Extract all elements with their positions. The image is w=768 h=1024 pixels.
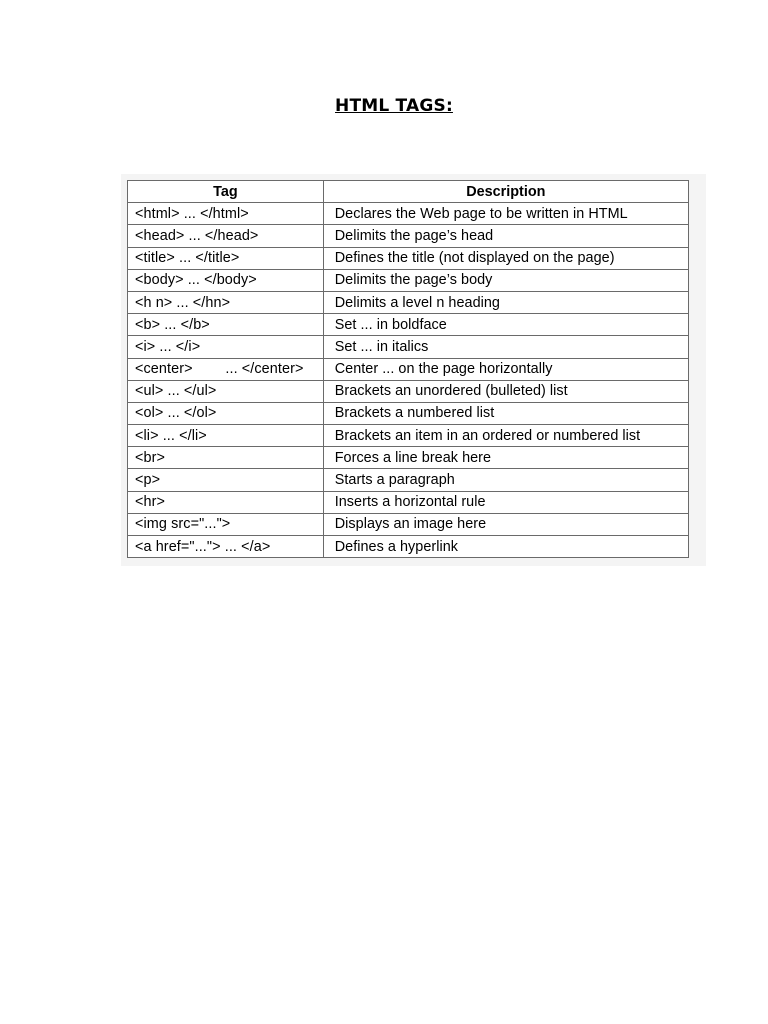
tag-cell: <head> ... </head>	[128, 225, 324, 247]
description-cell: Inserts a horizontal rule	[323, 491, 688, 513]
description-cell: Delimits a level n heading	[323, 291, 688, 313]
description-cell: Brackets an item in an ordered or numbered list	[323, 425, 688, 447]
description-cell: Brackets a numbered list	[323, 402, 688, 424]
table-row	[128, 203, 689, 225]
table-row	[128, 225, 689, 247]
table-row	[128, 336, 689, 358]
tag-cell: <a href="..."> ... </a>	[128, 536, 324, 558]
table-row	[128, 491, 689, 513]
description-cell: Defines a hyperlink	[323, 536, 688, 558]
tag-cell: <i> ... </i>	[128, 336, 324, 358]
table-row	[128, 247, 689, 269]
tag-cell: <p>	[128, 469, 324, 491]
description-cell: Delimits the page’s body	[323, 269, 688, 291]
description-cell: Brackets an unordered (bulleted) list	[323, 380, 688, 402]
table-header-row	[128, 181, 689, 203]
column-header-tag: Tag	[128, 181, 324, 203]
table-row	[128, 536, 689, 558]
table-row	[128, 402, 689, 424]
description-cell: Delimits the page’s head	[323, 225, 688, 247]
page-title: HTML TAGS:	[335, 96, 453, 116]
description-cell: Declares the Web page to be written in HTML	[323, 203, 688, 225]
tag-cell: <center> ... </center>	[128, 358, 324, 380]
tag-cell: <ol> ... </ol>	[128, 402, 324, 424]
tag-cell: <ul> ... </ul>	[128, 380, 324, 402]
description-cell: Center ... on the page horizontally	[323, 358, 688, 380]
description-cell: Forces a line break here	[323, 447, 688, 469]
description-cell: Set ... in boldface	[323, 314, 688, 336]
tag-cell: <body> ... </body>	[128, 269, 324, 291]
tag-cell: <html> ... </html>	[128, 203, 324, 225]
tag-cell: <li> ... </li>	[128, 425, 324, 447]
tag-cell: <title> ... </title>	[128, 247, 324, 269]
column-header-description: Description	[323, 181, 688, 203]
table-row	[128, 358, 689, 380]
description-cell: Starts a paragraph	[323, 469, 688, 491]
table-row	[128, 425, 689, 447]
table-row	[128, 513, 689, 535]
description-cell: Displays an image here	[323, 513, 688, 535]
description-cell: Set ... in italics	[323, 336, 688, 358]
table-row	[128, 380, 689, 402]
tag-cell: <h n> ... </hn>	[128, 291, 324, 313]
tag-cell: <hr>	[128, 491, 324, 513]
table-row	[128, 469, 689, 491]
table-row	[128, 314, 689, 336]
table-row	[128, 291, 689, 313]
table-row	[128, 447, 689, 469]
tag-cell: <br>	[128, 447, 324, 469]
description-cell: Defines the title (not displayed on the page)	[323, 247, 688, 269]
html-tags-table	[127, 180, 689, 558]
table-row	[128, 269, 689, 291]
tag-cell: <b> ... </b>	[128, 314, 324, 336]
tag-cell: <img src="...">	[128, 513, 324, 535]
